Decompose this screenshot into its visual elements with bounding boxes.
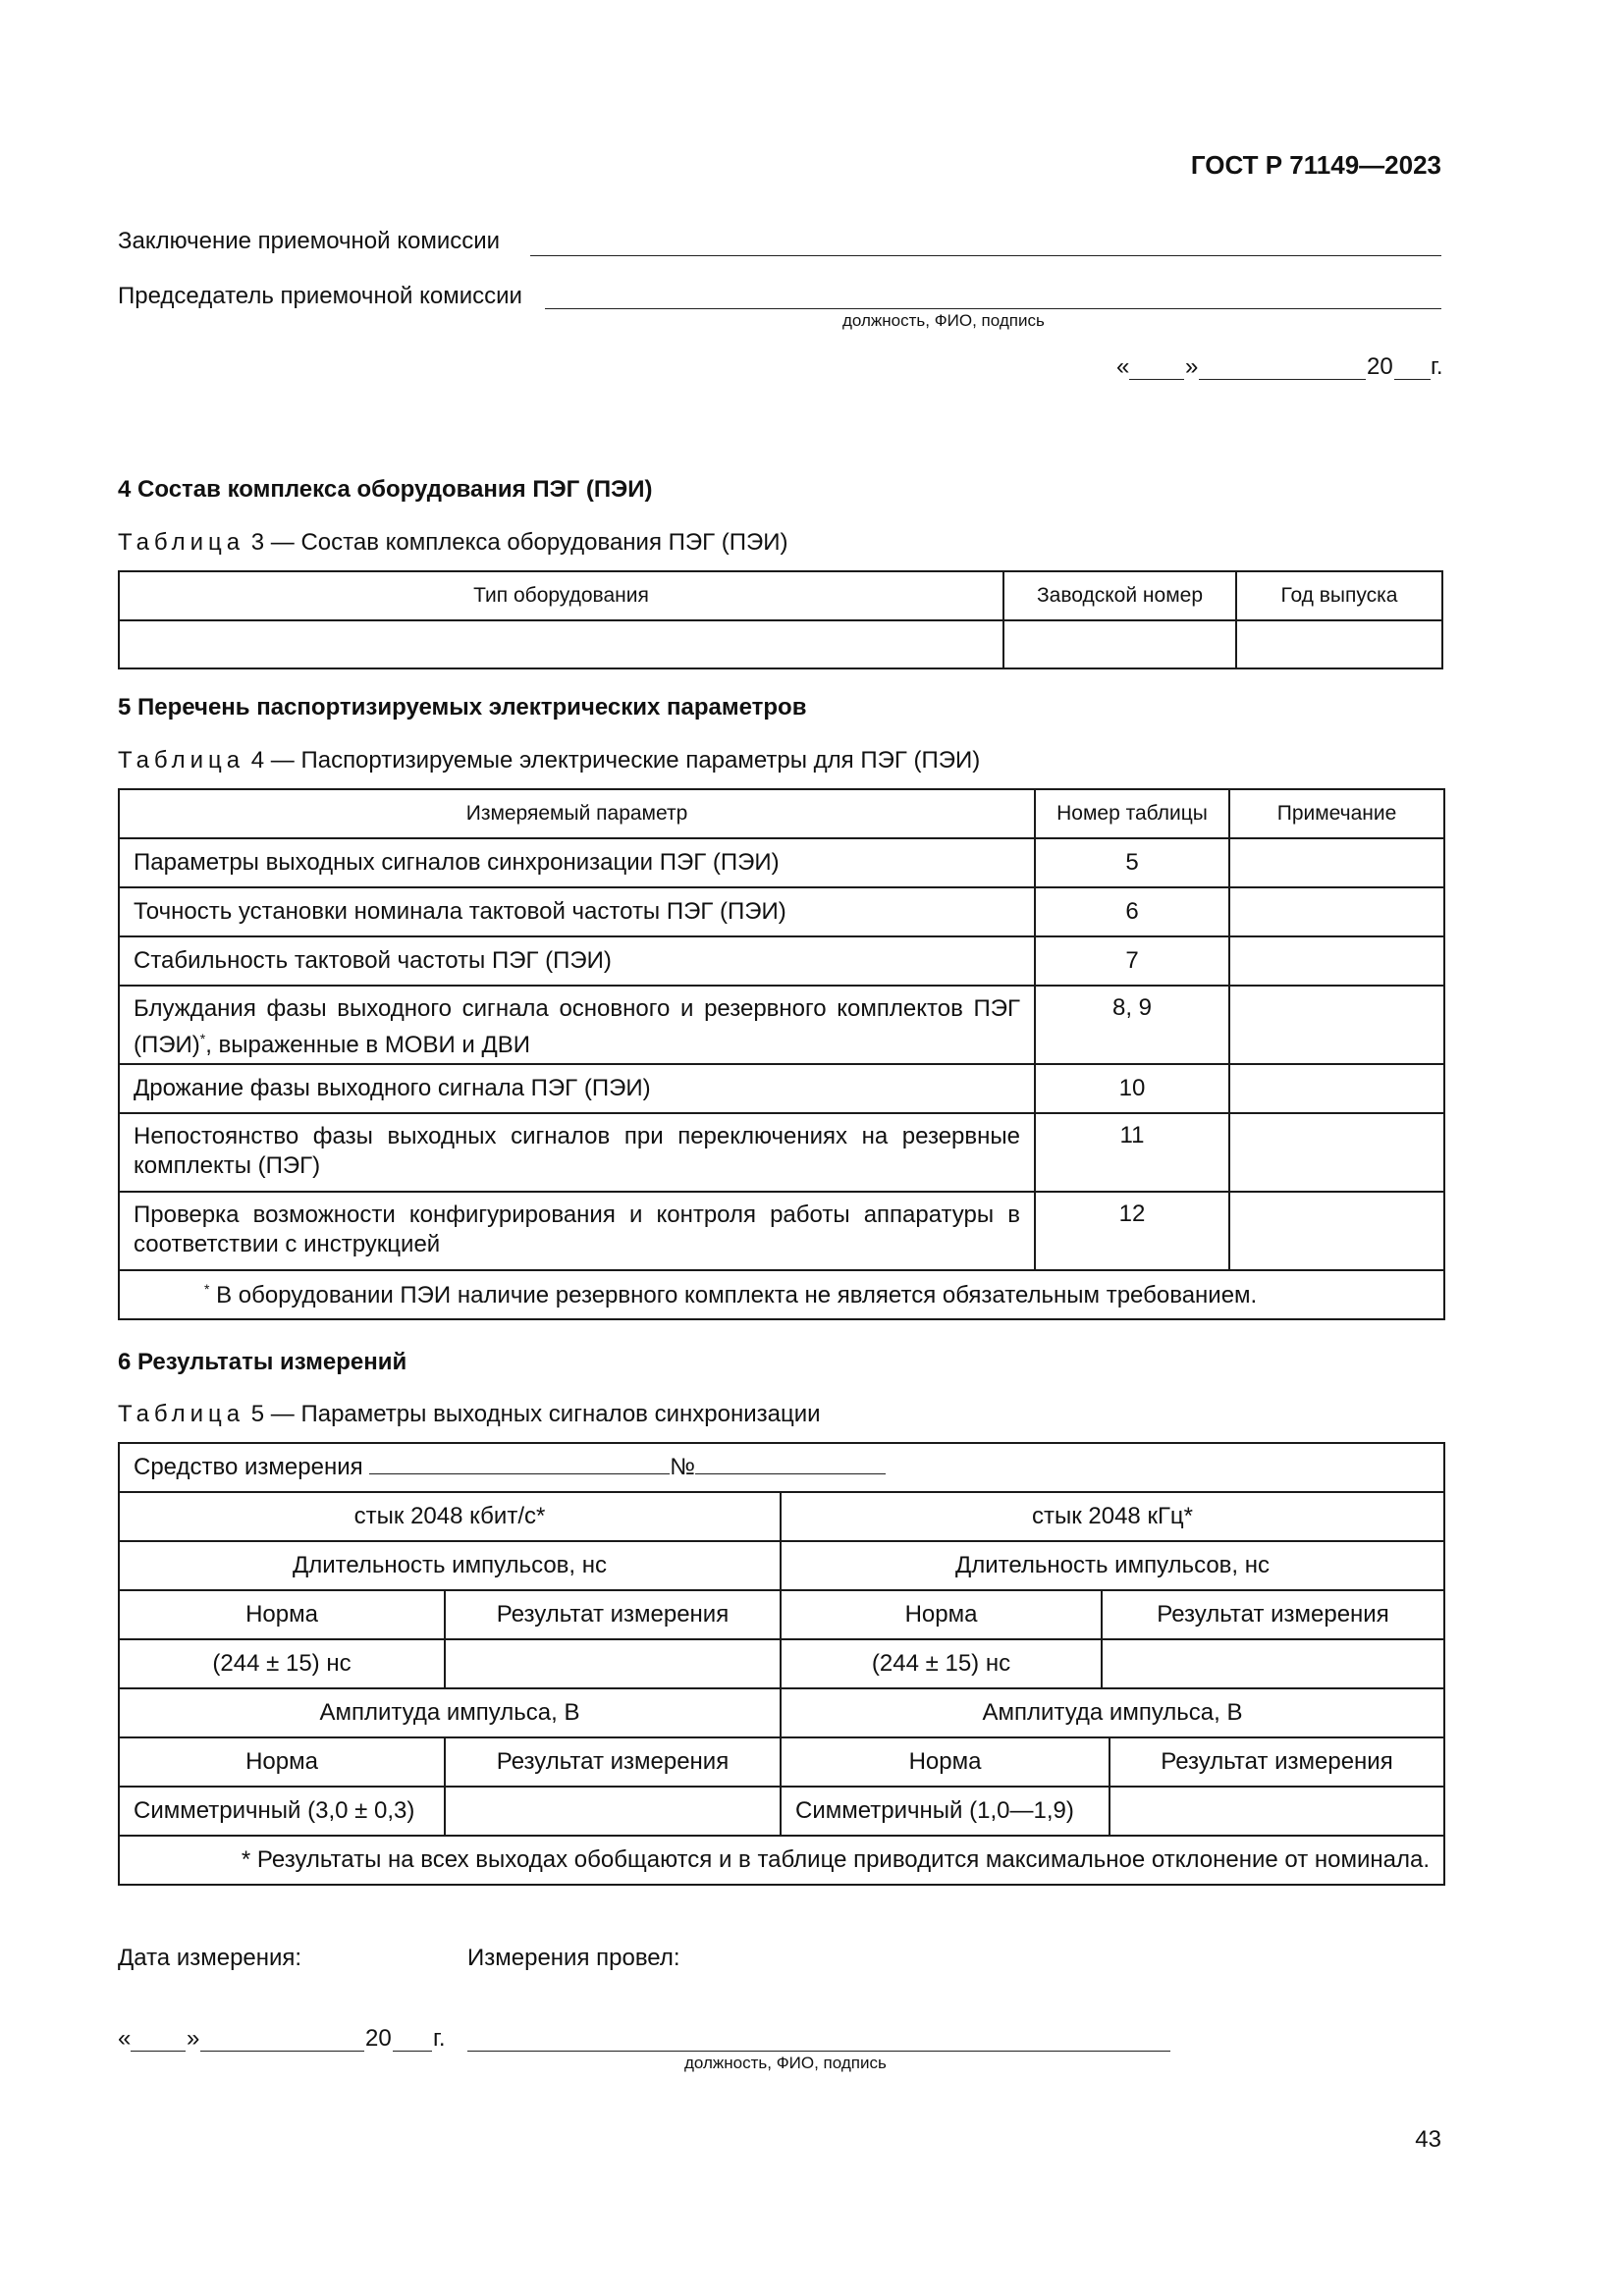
table-4-title: 4 — Паспортизируемые электрические параметры для ПЭГ (ПЭИ) bbox=[250, 747, 981, 774]
footer-date-close-quote: » bbox=[187, 2025, 200, 2052]
right-interface: стык 2048 кГц* bbox=[781, 1492, 1444, 1541]
left-norm-header: Норма bbox=[119, 1590, 445, 1639]
table-5-footnote: * Результаты на всех выходах обобщаются и в таблице приводится максимальное отклонение от номинала. bbox=[119, 1836, 1444, 1885]
instrument-row bbox=[119, 1443, 1444, 1492]
col-table-number: Номер таблицы bbox=[1035, 789, 1229, 838]
date-year-field[interactable] bbox=[1394, 379, 1431, 380]
section-4-title: 4 Состав комплекса оборудования ПЭГ (ПЭИ) bbox=[118, 476, 653, 503]
left-amp-result-header: Результат измерения bbox=[445, 1737, 781, 1787]
date-year-prefix: 20 bbox=[1367, 353, 1393, 380]
section-5-title: 5 Перечень паспортизируемых электрических параметров bbox=[118, 694, 807, 721]
performed-by-label: Измерения провел: bbox=[467, 1945, 680, 1971]
table-5 bbox=[118, 1442, 1445, 1886]
table-num-cell: 10 bbox=[1035, 1064, 1229, 1113]
col-note: Примечание bbox=[1229, 789, 1444, 838]
table-row bbox=[119, 887, 1444, 936]
col-equipment-type: Тип оборудования bbox=[119, 571, 1003, 620]
right-duration-result[interactable] bbox=[1102, 1639, 1444, 1688]
note-cell[interactable] bbox=[1229, 936, 1444, 986]
table-4 bbox=[118, 788, 1445, 1320]
table-3-word: Таблица bbox=[118, 529, 245, 556]
performed-by-hint: должность, ФИО, подпись bbox=[684, 2054, 887, 2072]
right-amp-norm-header: Норма bbox=[781, 1737, 1110, 1787]
instrument-number-field[interactable] bbox=[695, 1454, 886, 1474]
document-id: ГОСТ Р 71149—2023 bbox=[1190, 150, 1441, 180]
note-cell[interactable] bbox=[1229, 838, 1444, 887]
measurement-date-label: Дата измерения: bbox=[118, 1945, 302, 1971]
table-num-cell: 7 bbox=[1035, 936, 1229, 986]
left-amp-norm-header: Норма bbox=[119, 1737, 445, 1787]
note-cell[interactable] bbox=[1229, 1064, 1444, 1113]
table-4-footnote bbox=[119, 1270, 1444, 1319]
date-close-quote: » bbox=[1185, 353, 1199, 380]
chairman-hint: должность, ФИО, подпись bbox=[842, 311, 1045, 330]
table-row bbox=[119, 936, 1444, 986]
note-cell[interactable] bbox=[1229, 887, 1444, 936]
left-duration-norm: (244 ± 15) нс bbox=[119, 1639, 445, 1688]
note-cell[interactable] bbox=[1229, 1192, 1444, 1270]
param-text-suffix: , выраженные в МОВИ и ДВИ bbox=[205, 1032, 530, 1058]
right-duration-norm: (244 ± 15) нс bbox=[781, 1639, 1102, 1688]
cell-serial-number[interactable] bbox=[1003, 620, 1236, 668]
left-duration-result[interactable] bbox=[445, 1639, 781, 1688]
right-amp-norm: Симметричный (1,0—1,9) bbox=[781, 1787, 1110, 1836]
date-year-suffix: г. bbox=[1431, 353, 1443, 380]
conclusion-label: Заключение приемочной комиссии bbox=[118, 228, 501, 254]
cell-equipment-type[interactable] bbox=[119, 620, 1003, 668]
right-result-header: Результат измерения bbox=[1102, 1590, 1444, 1639]
table-4-caption bbox=[118, 747, 980, 774]
table-num-cell: 5 bbox=[1035, 838, 1229, 887]
footer-date-open-quote: « bbox=[118, 2025, 132, 2052]
table-num-cell: 6 bbox=[1035, 887, 1229, 936]
table-num-cell: 11 bbox=[1035, 1113, 1229, 1192]
instrument-field[interactable] bbox=[369, 1454, 670, 1474]
param-cell: Точность установки номинала тактовой частоты ПЭГ (ПЭИ) bbox=[119, 887, 1035, 936]
chairman-label: Председатель приемочной комиссии bbox=[118, 283, 522, 309]
param-text: Блуждания фазы выходного сигнала основного и резервного комплектов ПЭГ (ПЭИ) bbox=[134, 995, 1020, 1058]
table-row bbox=[119, 986, 1444, 1064]
right-amp-result-header: Результат измерения bbox=[1110, 1737, 1444, 1787]
col-parameter: Измеряемый параметр bbox=[119, 789, 1035, 838]
param-cell: Стабильность тактовой частоты ПЭГ (ПЭИ) bbox=[119, 936, 1035, 986]
section-6-title: 6 Результаты измерений bbox=[118, 1349, 407, 1375]
left-amplitude-label: Амплитуда импульса, В bbox=[119, 1688, 781, 1737]
param-cell: Проверка возможности конфигурирования и контроля работы аппаратуры в соответствии с инструкцией bbox=[119, 1192, 1035, 1270]
note-cell[interactable] bbox=[1229, 986, 1444, 1064]
table-row bbox=[119, 838, 1444, 887]
col-serial-number: Заводской номер bbox=[1003, 571, 1236, 620]
left-duration-label: Длительность импульсов, нс bbox=[119, 1541, 781, 1590]
table-5-caption bbox=[118, 1401, 821, 1428]
table-3 bbox=[118, 570, 1443, 669]
page-number: 43 bbox=[1415, 2126, 1441, 2153]
table-5-title: 5 — Параметры выходных сигналов синхронизации bbox=[250, 1401, 821, 1427]
table-row bbox=[119, 1192, 1444, 1270]
left-result-header: Результат измерения bbox=[445, 1590, 781, 1639]
param-cell: Непостоянство фазы выходных сигналов при переключениях на резервные комплекты (ПЭГ) bbox=[119, 1113, 1035, 1192]
footer-date-year-field[interactable] bbox=[393, 2051, 432, 2052]
cell-year[interactable] bbox=[1236, 620, 1442, 668]
right-amplitude-label: Амплитуда импульса, В bbox=[781, 1688, 1444, 1737]
table-5-word: Таблица bbox=[118, 1401, 245, 1427]
col-year: Год выпуска bbox=[1236, 571, 1442, 620]
right-norm-header: Норма bbox=[781, 1590, 1102, 1639]
param-cell: Дрожание фазы выходного сигнала ПЭГ (ПЭИ) bbox=[119, 1064, 1035, 1113]
param-cell: Параметры выходных сигналов синхронизации ПЭГ (ПЭИ) bbox=[119, 838, 1035, 887]
footer-date-day-field[interactable] bbox=[131, 2051, 186, 2052]
footer-date-month-field[interactable] bbox=[200, 2051, 364, 2052]
param-cell bbox=[119, 986, 1035, 1064]
table-row bbox=[119, 1113, 1444, 1192]
performed-by-field[interactable] bbox=[467, 2051, 1170, 2052]
left-amp-result[interactable] bbox=[445, 1787, 781, 1836]
right-amp-result[interactable] bbox=[1110, 1787, 1444, 1836]
table-4-word: Таблица bbox=[118, 747, 245, 774]
table-row bbox=[119, 1064, 1444, 1113]
conclusion-field[interactable] bbox=[530, 255, 1441, 256]
table-3-caption bbox=[118, 529, 788, 557]
date-open-quote: « bbox=[1116, 353, 1130, 380]
footnote-mark: * bbox=[204, 1280, 210, 1297]
number-label: № bbox=[670, 1454, 696, 1480]
footnote-text: В оборудовании ПЭИ наличие резервного комплекта не является обязательным требованием. bbox=[209, 1281, 1258, 1308]
table-3-title: 3 — Состав комплекса оборудования ПЭГ (ПЭИ) bbox=[250, 529, 788, 556]
left-amp-norm: Симметричный (3,0 ± 0,3) bbox=[119, 1787, 445, 1836]
footer-date-year-suffix: г. bbox=[433, 2025, 446, 2052]
table-num-cell: 12 bbox=[1035, 1192, 1229, 1270]
date-month-field[interactable] bbox=[1199, 379, 1366, 380]
instrument-label: Средство измерения bbox=[134, 1454, 363, 1480]
footnote-mark: * bbox=[199, 1031, 206, 1046]
right-duration-label: Длительность импульсов, нс bbox=[781, 1541, 1444, 1590]
footer-date-year-prefix: 20 bbox=[365, 2025, 392, 2052]
date-day-field[interactable] bbox=[1129, 379, 1184, 380]
left-interface: стык 2048 кбит/с* bbox=[119, 1492, 781, 1541]
note-cell[interactable] bbox=[1229, 1113, 1444, 1192]
table-num-cell: 8, 9 bbox=[1035, 986, 1229, 1064]
chairman-field[interactable] bbox=[545, 308, 1441, 309]
